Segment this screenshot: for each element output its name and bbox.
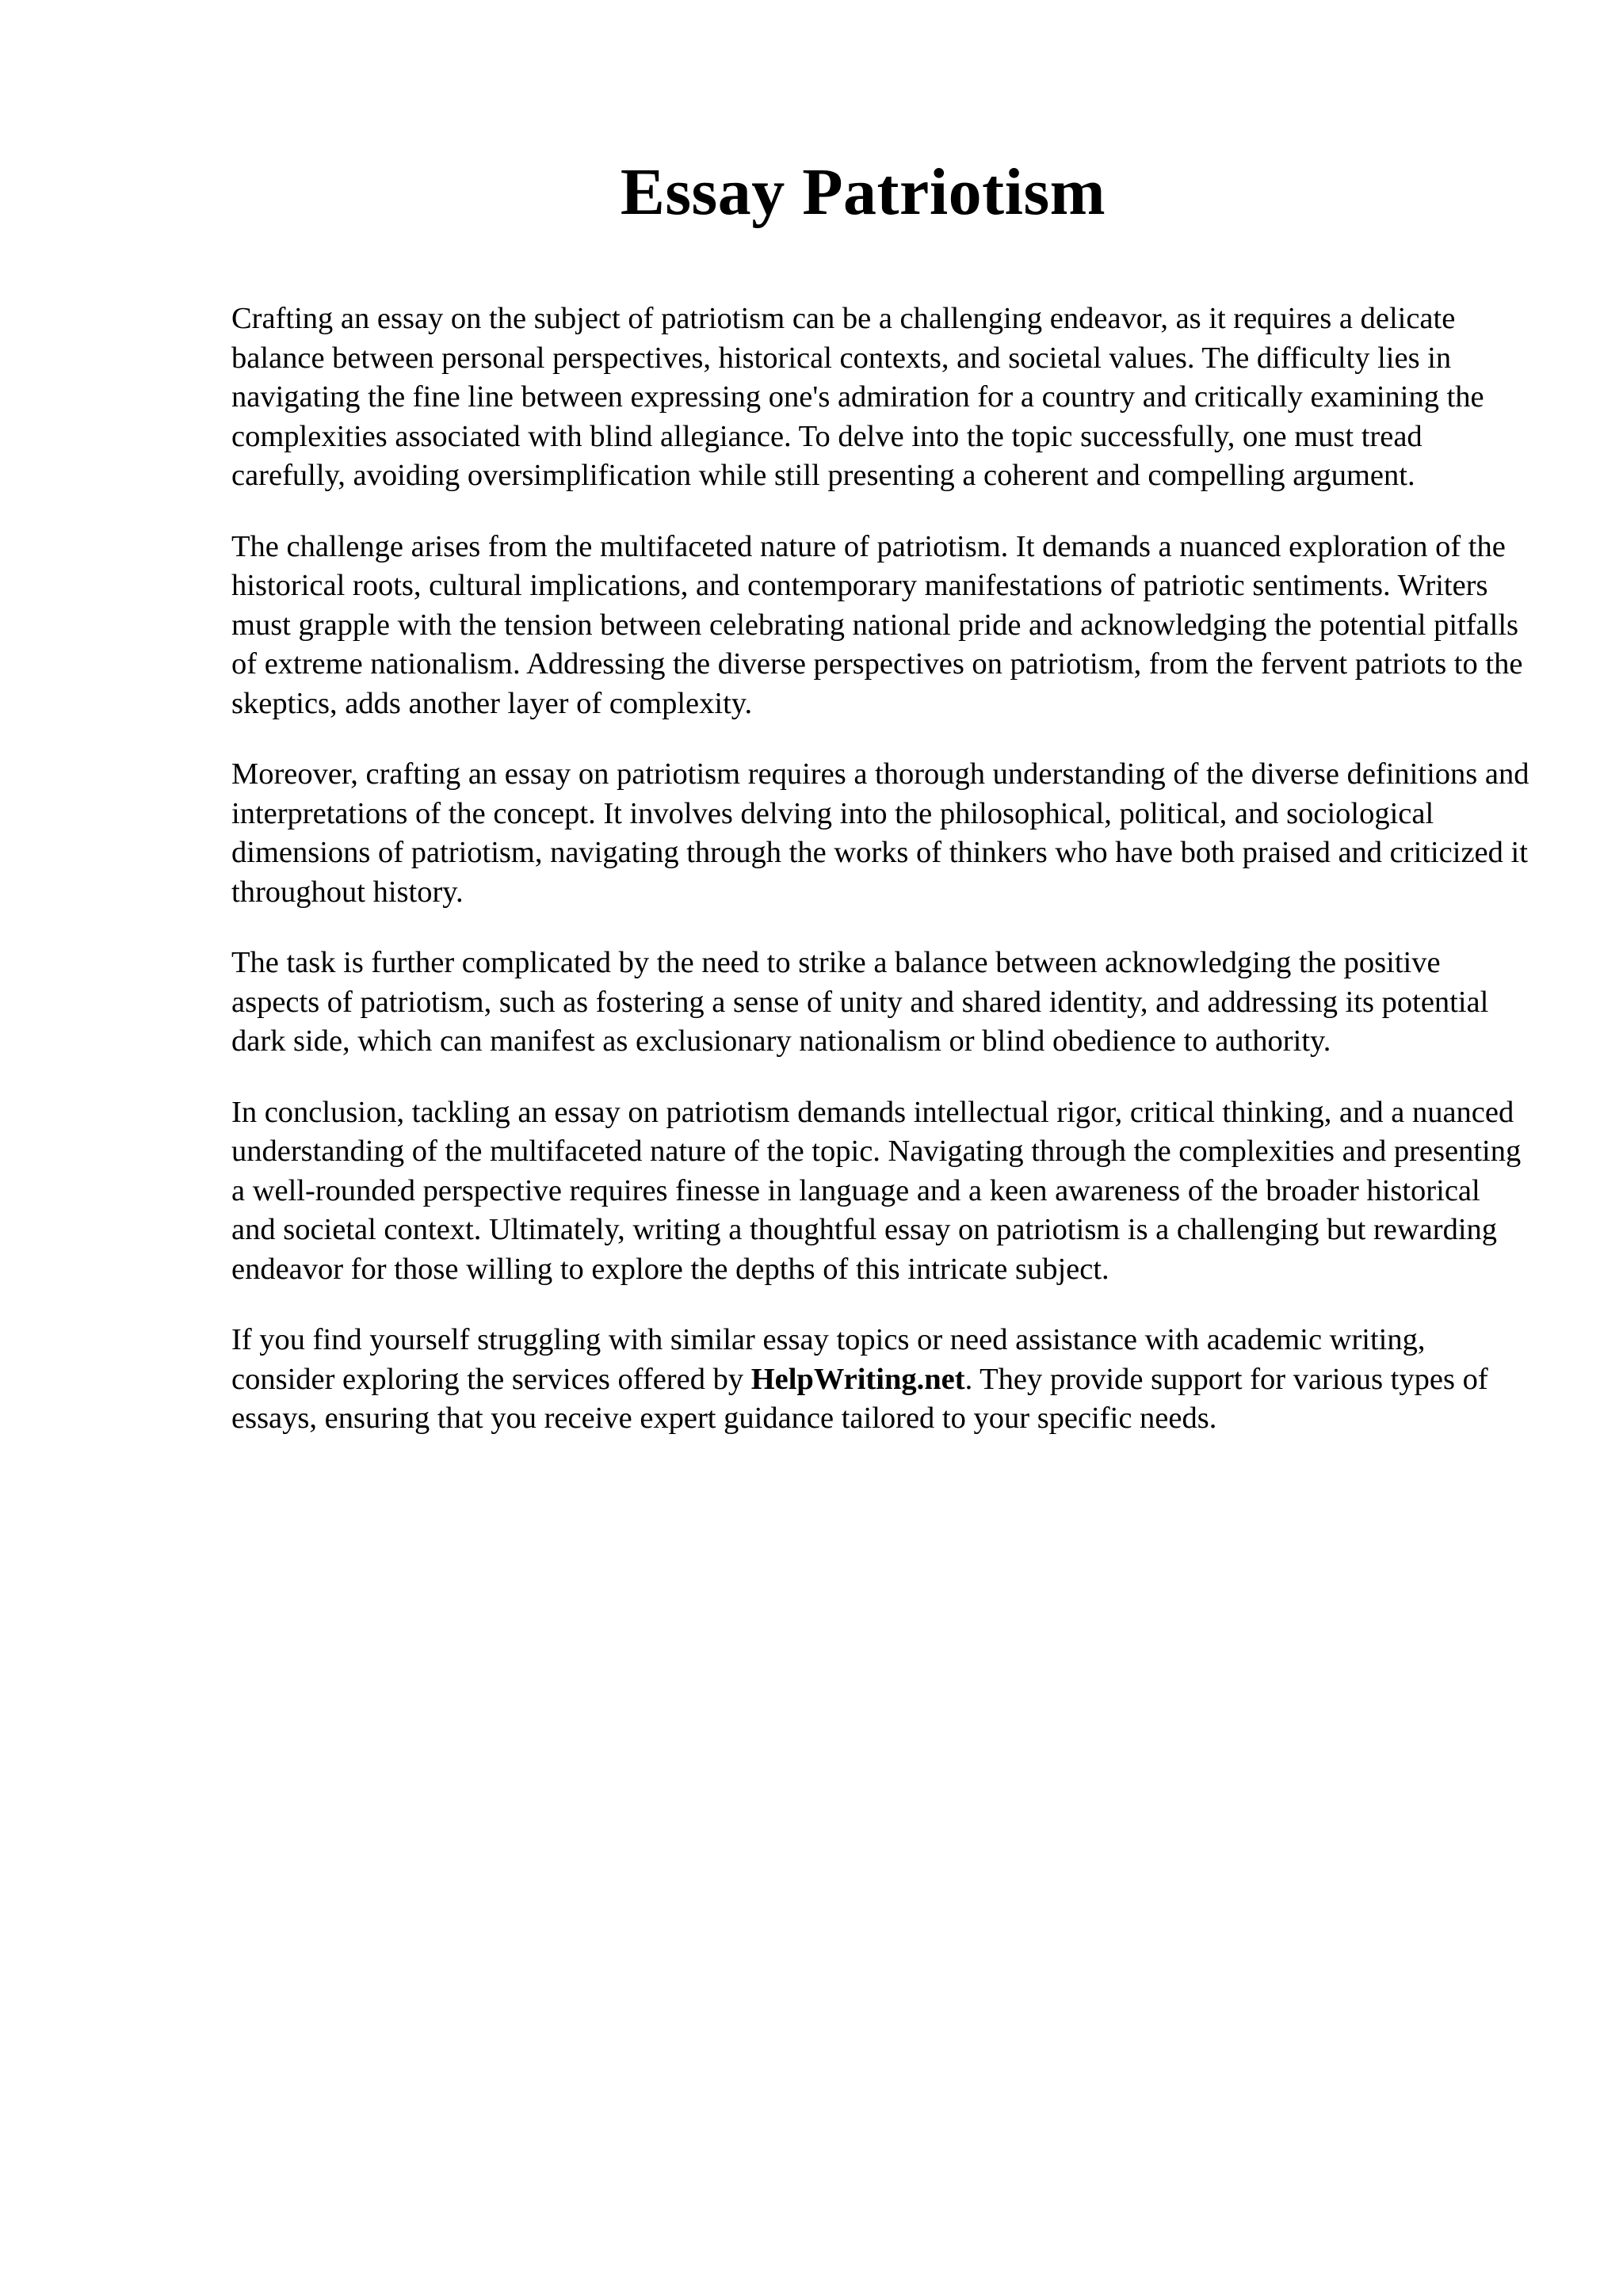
page-title: Essay Patriotism (620, 155, 1106, 229)
paragraph-1: Crafting an essay on the subject of patriotism can be a challenging endeavor, as it requires a delicate balance between personal perspectives, historical contexts, and societal values. The difficulty lies in navigating the fine line between expressing one's admiration for a country and critically examining the complexities associated with blind allegiance. To delve into the topic successfully, one must tread carefully, avoiding oversimplification while still presenting a coherent and compelling argument. (231, 302, 1484, 492)
closing-text-before: If you find yourself struggling with similar essay topics or need assistance with academic writing, consider exploring the services offered by (231, 1323, 1426, 1396)
paragraph-4: The task is further complicated by the need to strike a balance between acknowledging the positive aspects of patriotism, such as fostering a sense of unity and shared identity, and addressing its potential dark side, which can manifest as exclusionary nationalism or blind obedience to authority. (231, 946, 1489, 1058)
closing-text-after: . They provide support for various types of essays, ensuring that you receive expert guidance tailored to your specific needs. (231, 1362, 1488, 1435)
brand-name: HelpWriting.net (750, 1362, 965, 1396)
paragraph-5: In conclusion, tackling an essay on patriotism demands intellectual rigor, critical thinking, and a nuanced understanding of the multifaceted nature of the topic. Navigating through the complexities and presenting a well-rounded perspective requires finesse in language and a keen awareness of the broader historical and societal context. Ultimately, writing a thoughtful essay on patriotism is a challenging but rewarding endeavor for those willing to explore the depths of this intricate subject. (231, 1095, 1522, 1286)
essay-body (231, 299, 1531, 1470)
paragraph-2: The challenge arises from the multifaceted nature of patriotism. It demands a nuanced exploration of the historical roots, cultural implications, and contemporary manifestations of patriotic sentiments. Writers must grapple with the tension between celebrating national pride and acknowledging the potential pitfalls of extreme nationalism. Addressing the diverse perspectives on patriotism, from the fervent patriots to the skeptics, adds another layer of complexity. (231, 529, 1523, 720)
closing-paragraph (231, 1321, 1531, 1439)
paragraph-3: Moreover, crafting an essay on patriotism requires a thorough understanding of the diverse definitions and interpretations of the concept. It involves delving into the philosophical, political, and sociological dimensions of patriotism, navigating through the works of thinkers who have both praised and criticized it throughout history. (231, 757, 1529, 909)
